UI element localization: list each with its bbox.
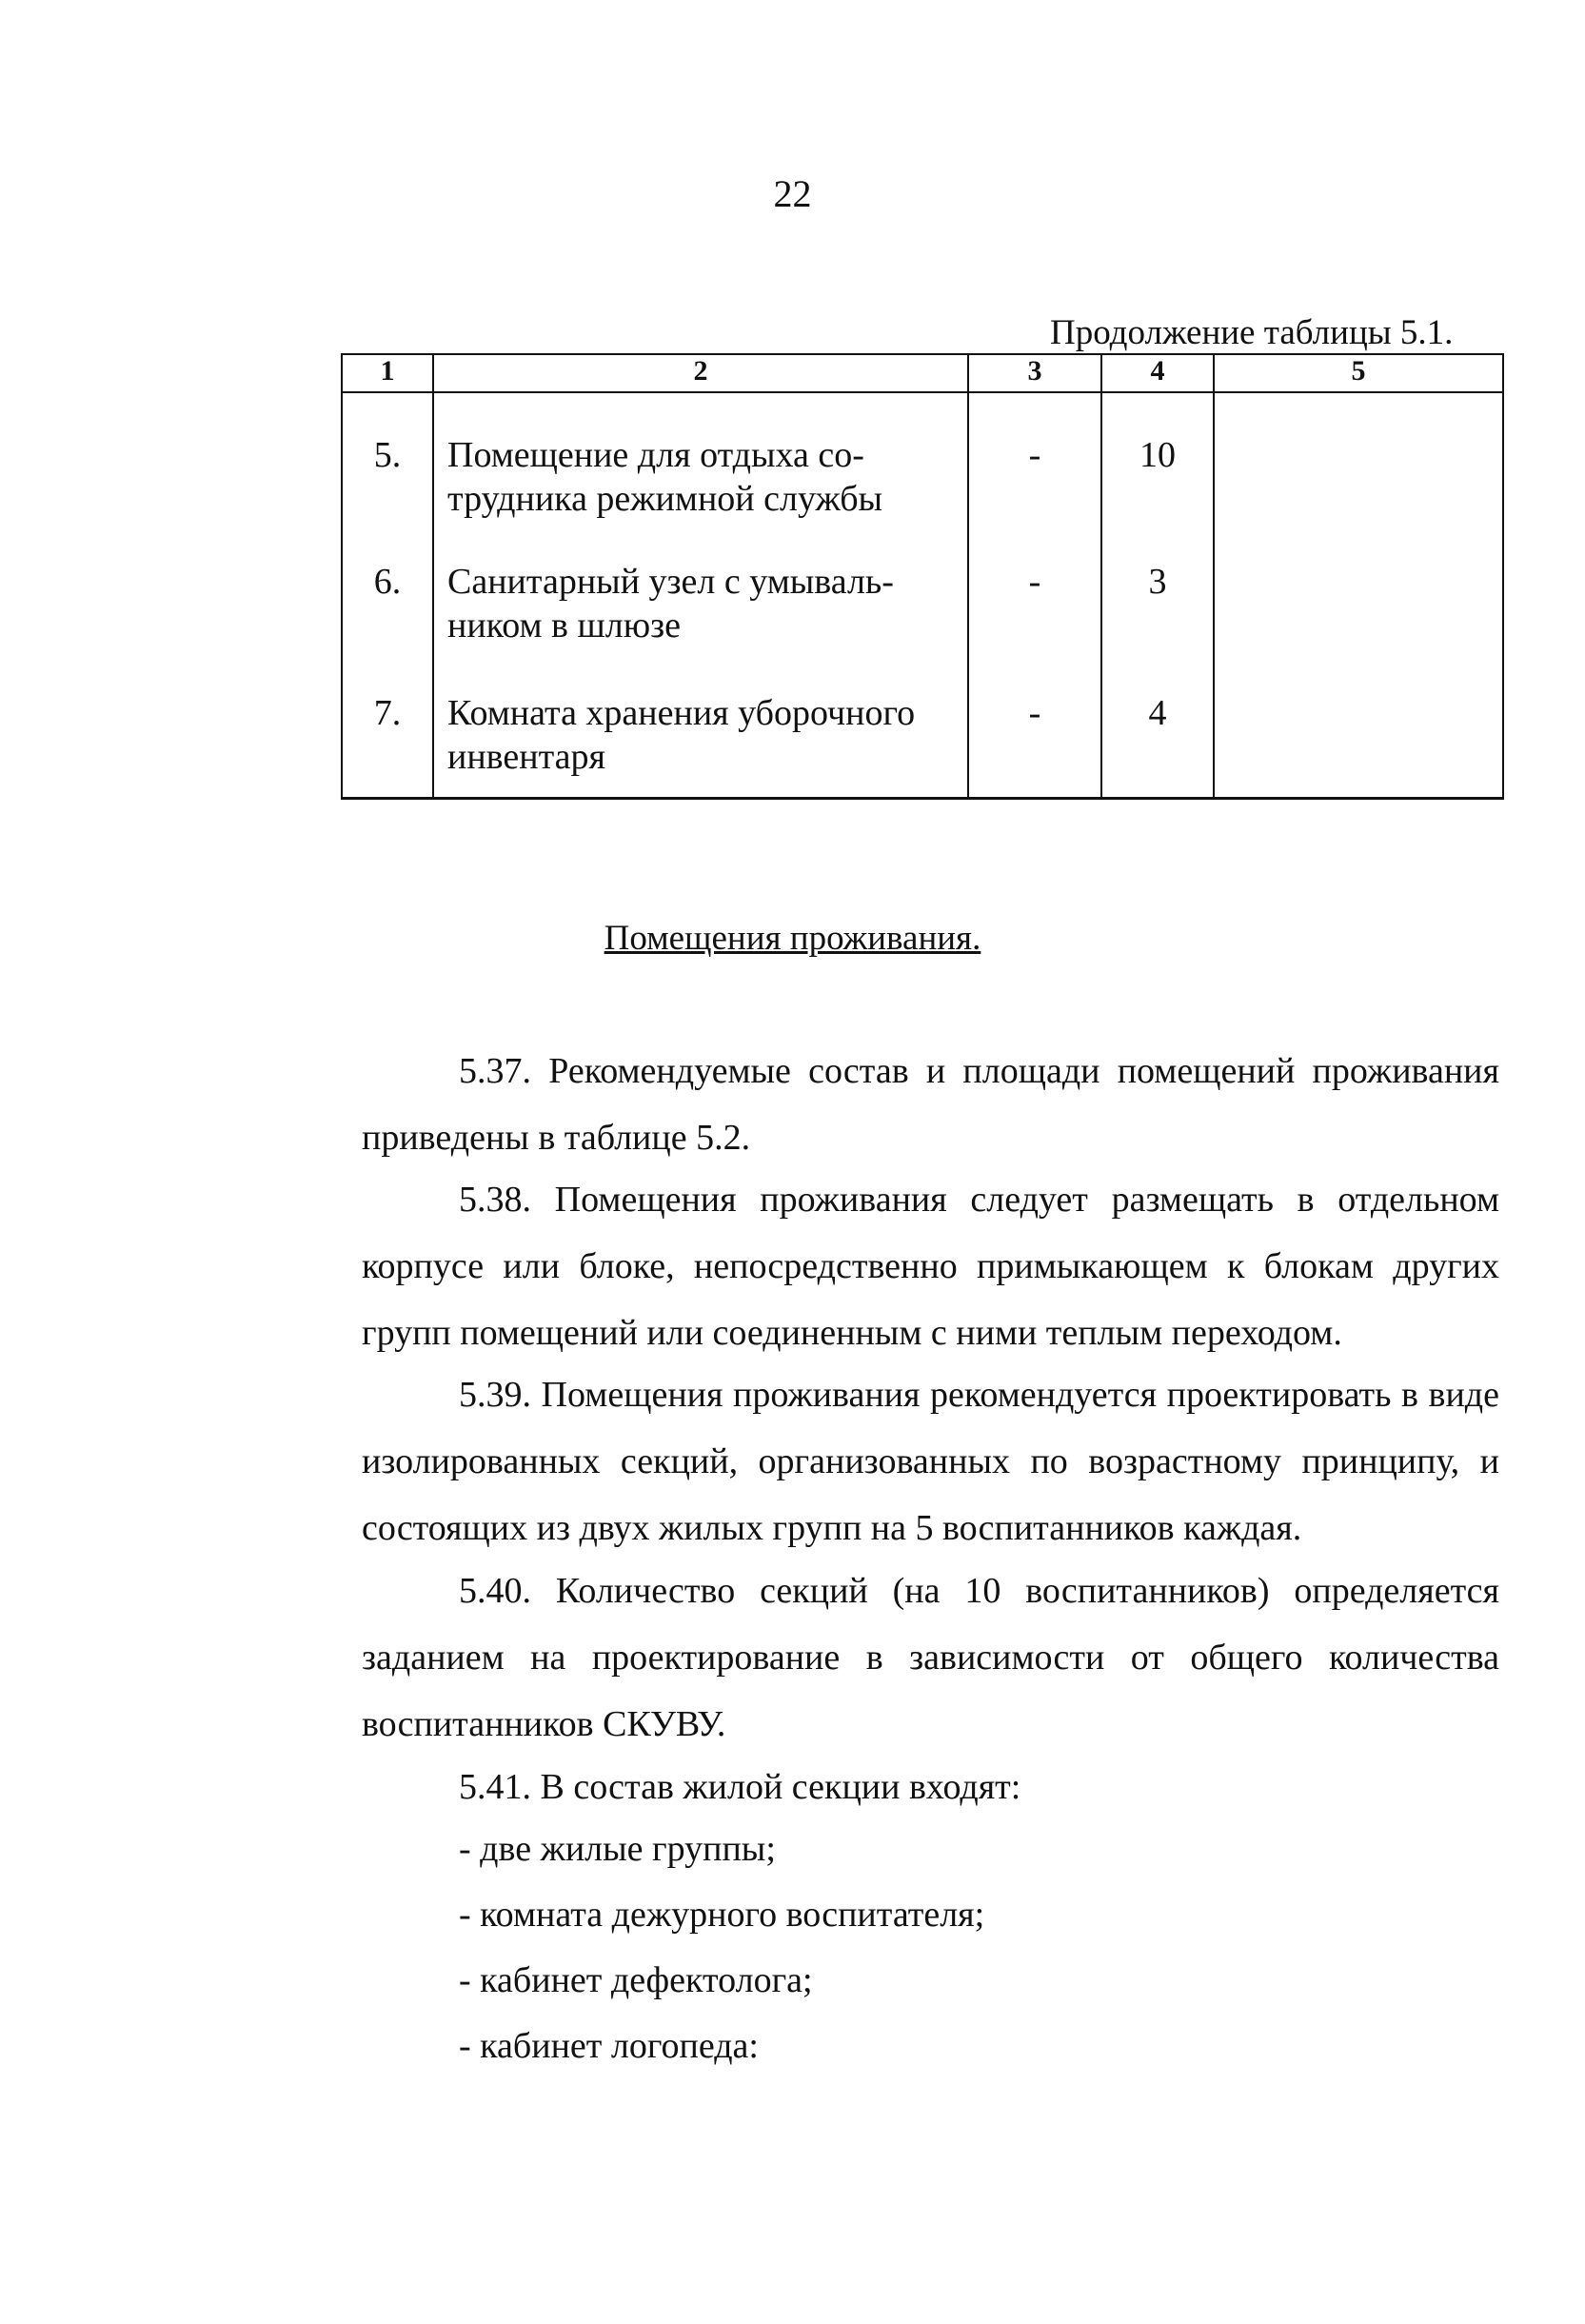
paragraph-5-38: 5.38. Помещения проживания следует размещать в отдельном корпусе или блоке, непосредственно примыкающем к блокам других групп помещений или соединенным с ними теплым переходом.	[362, 1180, 1499, 1353]
table-header-cell: 5	[1214, 354, 1503, 392]
table-row	[342, 655, 1503, 798]
paragraph-5-40: 5.40. Количество секций (на 10 воспитанников) определяется заданием на проектирование в зависимости от общего количества воспитанников СКУВУ.	[362, 1571, 1499, 1744]
col4-value: 3	[1101, 524, 1214, 655]
col3-value: -	[968, 392, 1101, 524]
paragraph-5-37: 5.37. Рекомендуемые состав и площади помещений проживания приведены в таблице 5.2.	[362, 1051, 1499, 1158]
rooms-table	[341, 353, 1504, 800]
row-number: 7.	[342, 655, 433, 798]
table-header-cell: 3	[968, 354, 1101, 392]
table-header-cell: 1	[342, 354, 433, 392]
room-name: Комната хранения уборочного инвентаря	[433, 655, 968, 798]
list-intro: 5.41. В состав жилой секции входят:	[459, 1767, 1021, 1807]
col3-value: -	[968, 524, 1101, 655]
paragraph-5-39: 5.39. Помещения проживания рекомендуется проектировать в виде изолированных секций, организованных по возрастному принципу, и состоящих из двух жилых групп на 5 воспитанников каждая.	[362, 1375, 1499, 1548]
table-header-row	[342, 354, 1503, 392]
col3-value: -	[968, 655, 1101, 798]
col4-value: 10	[1101, 392, 1214, 524]
table-row	[342, 524, 1503, 655]
page-number: 22	[773, 172, 812, 215]
list-item: - две жилые группы;	[459, 1829, 776, 1869]
table-row	[342, 392, 1503, 524]
list-item: - кабинет логопеда:	[459, 2026, 759, 2066]
col5-value	[1214, 392, 1503, 524]
section-heading: Помещения проживания.	[604, 919, 981, 958]
room-name: Помещение для отдыха со-трудника режимной службы	[433, 392, 968, 524]
row-number: 5.	[342, 392, 433, 524]
row-number: 6.	[342, 524, 433, 655]
col5-value	[1214, 524, 1503, 655]
table-caption: Продолжение таблицы 5.1.	[1050, 313, 1454, 352]
list-item: - кабинет дефектолога;	[459, 1960, 813, 2000]
col4-value: 4	[1101, 655, 1214, 798]
room-name: Санитарный узел с умываль-ником в шлюзе	[433, 524, 968, 655]
list-item: - комната дежурного воспитателя;	[459, 1895, 985, 1935]
composition-list	[459, 1817, 984, 2079]
table-header-cell: 2	[433, 354, 968, 392]
table-header-cell: 4	[1101, 354, 1214, 392]
col5-value	[1214, 655, 1503, 798]
